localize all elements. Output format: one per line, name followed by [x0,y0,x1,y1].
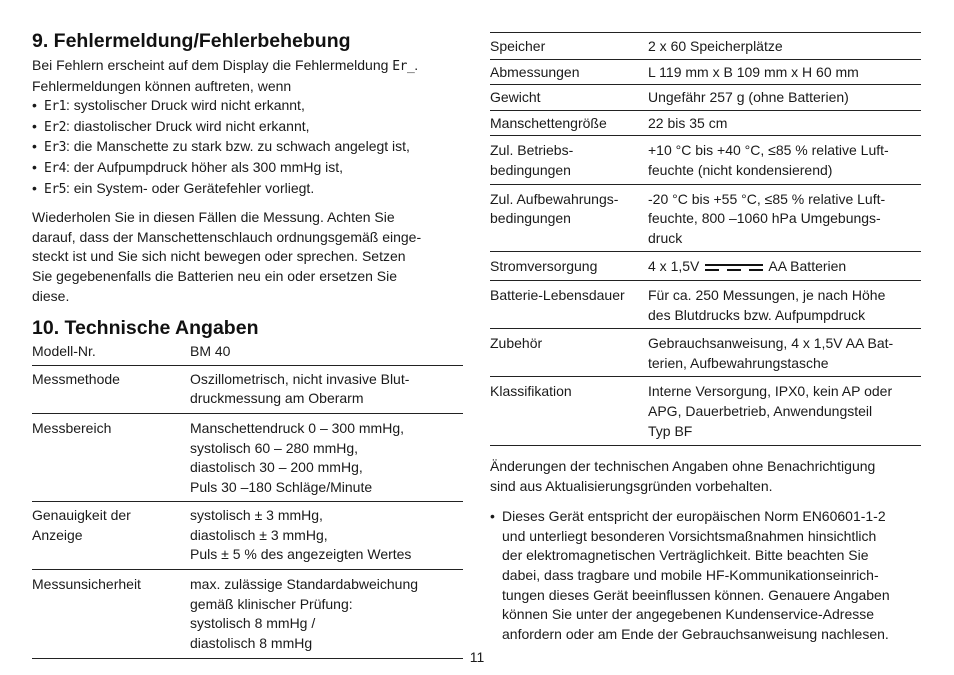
table-row [490,257,921,277]
table-row [32,506,463,565]
spec-value-line: systolisch ± 3 mmHg, [190,507,323,524]
error-intro-line-1 [32,56,463,77]
error-text: : die Manschette zu stark bzw. zu schwach angelegt ist, [65,138,410,155]
spec-label: Stromversorgung [490,258,598,275]
spec-value [648,141,921,180]
spec-label-line: Zul. Betriebs- [490,142,574,159]
paragraph-line: diese. [32,287,70,304]
spec-value [648,286,921,325]
paragraph-line: dabei, dass tragbare und mobile HF-Kommunikationseinrich- [502,567,879,584]
paragraph-line: Wiederholen Sie in diesen Fällen die Messung. Achten Sie [32,209,395,226]
paragraph-line: Änderungen der technischen Angaben ohne Benachrichtigung [490,458,876,475]
table-row [490,382,921,441]
spec-value [648,257,921,277]
spec-value-line: systolisch 60 – 280 mmHg, [190,439,359,456]
error-intro-end: . [414,57,419,73]
error-item [32,96,463,117]
spec-value-line: Manschettendruck 0 – 300 mmHg, [190,419,404,436]
spec-value: L 119 mm x B 109 mm x H 60 mm [648,63,859,80]
spec-label: Speicher [490,38,546,54]
spec-label-line: Zul. Aufbewahrungs- [490,190,619,207]
error-text: : der Aufpumpdruck höher als 300 mmHg ist, [65,158,344,175]
spec-label: Gewicht [490,89,541,106]
spec-value: BM 40 [190,343,231,360]
spec-value-line: Gebrauchsanweisung, 4 x 1,5V AA Bat- [648,335,894,352]
section-10-title: 10. Technische Angaben [32,317,259,340]
spec-label: Abmessungen [490,63,580,80]
spec-label: Batterie-Lebensdauer [490,286,625,303]
spec-value [190,506,463,565]
left-column [32,0,463,659]
error-text: : ein System- oder Gerätefehler vorliegt. [65,179,315,196]
table-row [490,334,921,373]
spec-label [490,141,648,180]
spec-table-right [490,37,921,446]
paragraph-line: sind aus Aktualisierungsgründen vorbehalten. [490,477,773,494]
spec-value-line: -20 °C bis +55 °C, ≤85 % relative Luft- [648,190,886,207]
spec-label: Klassifikation [490,383,572,400]
spec-value [648,190,921,249]
power-voltage: 4 x 1,5V [648,258,700,275]
paragraph-line: können Sie unter der angegebenen Kundenservice-Adresse [502,606,875,623]
table-row [490,63,921,83]
table-row [32,370,463,409]
table-row [490,190,921,249]
table-row [490,114,921,134]
error-code: Er4 [44,160,66,176]
spec-label-line: Genauigkeit der [32,507,131,524]
paragraph-line: darauf, dass der Manschettenschlauch ordnungsgemäß einge- [32,228,422,245]
emc-note [490,507,921,644]
error-code: Er5 [44,181,66,197]
spec-value-line: diastolisch ± 3 mmHg, [190,526,328,543]
spec-value-line: Typ BF [648,422,693,439]
paragraph-line: Sie gegebenenfalls die Batterien neu ein oder ersetzen Sie [32,267,398,284]
spec-value: Ungefähr 257 g (ohne Batterien) [648,89,849,106]
paragraph-line: tungen dieses Gerät beeinflussen können. Genauere Angaben [502,586,890,603]
spec-value-line: Interne Versorgung, IPX0, kein AP oder [648,383,893,400]
spec-value-line: des Blutdrucks bzw. Aufpumpdruck [648,306,866,323]
spec-value-line: gemäß klinischer Prüfung: [190,595,353,612]
error-intro-text: Bei Fehlern erscheint auf dem Display die Fehlermeldung [32,57,389,73]
spec-label: Messbereich [32,419,112,436]
spec-label: Modell-Nr. [32,343,96,360]
paragraph-line: der elektromagnetischen Verträglichkeit. Bitte beachten Sie [502,547,869,564]
spec-label: Messunsicherheit [32,576,141,593]
spec-value [190,370,463,409]
error-text: : systolischer Druck wird nicht erkannt, [65,97,305,114]
error-item [32,179,463,200]
page-number: 11 [469,649,485,665]
spec-value-line: APG, Dauerbetrieb, Anwendungsteil [648,402,873,419]
spec-value [190,419,463,497]
paragraph-line: • Dieses Gerät entspricht der europäischen Norm EN60601-1-2 [502,508,886,525]
table-row [32,342,463,362]
spec-label-line: bedingungen [490,161,571,178]
spec-label [32,506,190,565]
spec-value-line: +10 °C bis +40 °C, ≤85 % relative Luft- [648,142,889,159]
table-row [32,419,463,497]
spec-value: 2 x 60 Speicherplätze [648,38,783,54]
spec-value-line: max. zulässige Standardabweichung [190,576,419,593]
spec-value-line: druckmessung am Oberarm [190,390,364,407]
error-item [32,158,463,179]
paragraph-line: und unterliegt besonderen Vorsichtsmaßnahmen hinsichtlich [502,527,877,544]
spec-value [190,575,463,653]
error-code-generic: Er_ [392,59,415,74]
changes-note [490,457,921,496]
spec-label-line: bedingungen [490,210,571,227]
paragraph-line: anfordern oder am Ende der Gebrauchsanweisung nachlesen. [502,625,889,642]
spec-value-line: Für ca. 250 Messungen, je nach Höhe [648,286,886,303]
spec-value-line: diastolisch 8 mmHg [190,634,313,651]
section-9-title: 9. Fehlermeldung/Fehlerbehebung [32,30,351,52]
error-intro-line-2: Fehlermeldungen können auftreten, wenn [32,77,292,94]
spec-value [648,382,921,441]
spec-value-line: feuchte (nicht kondensierend) [648,161,833,178]
table-row [32,575,463,653]
paragraph-line: steckt ist und Sie sich nicht bewegen oder sprechen. Setzen [32,248,406,265]
spec-label-line: Anzeige [32,526,83,543]
right-column [490,0,921,644]
table-row [490,88,921,108]
table-row [490,141,921,180]
error-item [32,137,463,158]
spec-label: Messmethode [32,370,120,387]
spec-value [648,334,921,373]
repeat-paragraph [32,208,463,306]
spec-value-line: Puls 30 –180 Schläge/Minute [190,478,373,495]
spec-value-line: systolisch 8 mmHg / [190,615,316,632]
spec-value: 22 bis 35 cm [648,114,728,131]
error-code: Er2 [44,119,66,135]
spec-value-line: druck [648,229,683,246]
list-item [490,507,921,644]
error-item [32,117,463,138]
spec-table-left [32,342,463,659]
table-row [490,37,921,57]
error-list [32,96,463,199]
error-text: : diastolischer Druck wird nicht erkannt, [65,117,310,134]
spec-label: Manschettengröße [490,114,607,131]
error-code: Er3 [44,140,66,156]
power-battery-type: AA Batterien [768,258,847,275]
table-row [490,286,921,325]
direct-current-icon [705,262,763,274]
spec-value-line: diastolisch 30 – 200 mmHg, [190,459,363,476]
spec-value-line: terien, Aufbewahrungstasche [648,354,829,371]
spec-label: Zubehör [490,335,543,352]
spec-value-line: feuchte, 800 –1060 hPa Umgebungs- [648,210,881,227]
spec-label [490,190,648,249]
spec-value-line: Puls ± 5 % des angezeigten Wertes [190,546,412,563]
spec-value-line: Oszillometrisch, nicht invasive Blut- [190,370,410,387]
error-code: Er1 [44,99,66,115]
